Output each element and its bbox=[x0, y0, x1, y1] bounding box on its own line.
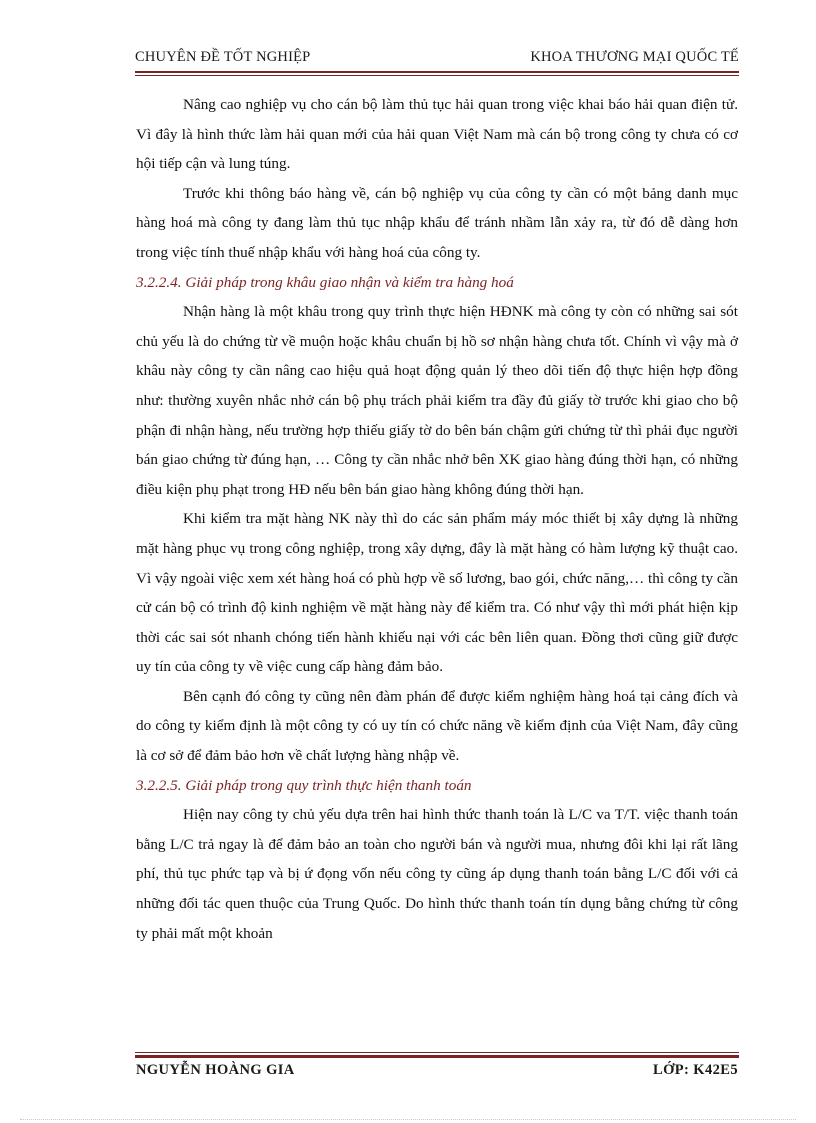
footer-author: NGUYỄN HOÀNG GIA bbox=[136, 1062, 295, 1078]
paragraph: Hiện nay công ty chủ yếu dựa trên hai hình thức thanh toán là L/C va T/T. việc thanh toán bằng L/C trả ngay là để đảm bảo an toàn cho người bán và người mua, nhưng đôi khi lại rất lãng phí, thủ tục phức tạp và bị ứ đọng vốn nếu công ty cũng áp dụng thanh toán bằng L/C đối với cả những đối tác quen thuộc của Trung Quốc. Do hình thức thanh toán tín dụng bằng chứng từ công ty phải mất một khoản bbox=[136, 806, 738, 942]
header-left: CHUYÊN ĐỀ TỐT NGHIỆP bbox=[135, 49, 311, 65]
header-rule-thick bbox=[135, 71, 739, 73]
header-right: KHOA THƯƠNG MẠI QUỐC TẾ bbox=[530, 49, 739, 65]
page-header bbox=[135, 49, 739, 69]
section-heading: 3.2.2.4. Giải pháp trong khâu giao nhận và kiểm tra hàng hoá bbox=[136, 273, 514, 291]
footer-rule-thin bbox=[135, 1052, 739, 1053]
document-body bbox=[136, 90, 738, 948]
paragraph: Bên cạnh đó công ty cũng nên đàm phán để được kiểm nghiệm hàng hoá tại cảng đích và do công ty kiểm định là một công ty có uy tín có chức năng về kiểm định của Việt Nam, đây cũng là cơ sở để đảm bảo hơn về chất lượng hàng nhập về. bbox=[136, 687, 738, 765]
paragraph: Khi kiểm tra mặt hàng NK này thì do các sản phẩm máy móc thiết bị xây dựng là những mặt hàng phục vụ trong công nghiệp, trong xây dựng, đây là mặt hàng có hàm lượng kỹ thuật cao. Vì vậy ngoài việc xem xét hàng hoá có phù hợp về số lương, bao gói, chức năng,… thì công ty cần cử cán bộ có trình độ kinh nghiệm về mặt hàng này để kiểm tra. Có như vậy thì mới phát hiện kịp thời các sai sót nhanh chóng tiến hành khiếu nại với các bên liên quan. Đồng thơi cũng giữ được uy tín của công ty về việc cung cấp hàng đảm bảo. bbox=[136, 510, 738, 676]
paragraph: Nâng cao nghiệp vụ cho cán bộ làm thủ tục hải quan trong việc khai báo hải quan điện tử. Vì đây là hình thức làm hải quan mới của hải quan Việt Nam mà cán bộ trong công ty chưa có cơ hội tiếp cận và lung túng. bbox=[136, 96, 738, 173]
paragraph: Nhận hàng là một khâu trong quy trình thực hiện HĐNK mà công ty còn có những sai sót chủ yếu là do chứng từ về muộn hoặc khâu chuẩn bị hồ sơ nhận hàng chưa tốt. Chính vì vậy mà ở khâu này công ty cần nâng cao hiệu quả hoạt động quản lý theo dõi tiến độ thực hiện hợp đồng như: thường xuyên nhắc nhở cán bộ phụ trách phải kiểm tra đầy đủ giấy tờ trước khi giao cho bộ phận đi nhận hàng, nếu trường hợp thiếu giấy tờ do bên bán chậm gửi chứng từ thì phải đục người bán giao chứng từ đúng hạn, … Công ty cần nhắc nhở bên XK giao hàng đúng thời hạn, có những điều kiện phụ phạt trong HĐ nếu bên bán giao hàng không đúng thời hạn. bbox=[136, 303, 738, 498]
header-rule-thin bbox=[135, 75, 739, 76]
page-bottom-divider bbox=[20, 1119, 796, 1120]
paragraph: Trước khi thông báo hàng về, cán bộ nghiệp vụ của công ty cần có một bảng danh mục hàng hoá mà công ty đang làm thủ tục nhập khẩu để tránh nhầm lẫn xảy ra, từ đó dễ dàng hơn trong việc tính thuế nhập khẩu với hàng hoá của công ty. bbox=[136, 184, 738, 261]
footer-rule-thick bbox=[135, 1055, 739, 1058]
page-footer bbox=[136, 1062, 738, 1084]
section-heading: 3.2.2.5. Giải pháp trong quy trình thực hiện thanh toán bbox=[136, 776, 472, 794]
footer-class: LỚP: K42E5 bbox=[653, 1062, 738, 1078]
